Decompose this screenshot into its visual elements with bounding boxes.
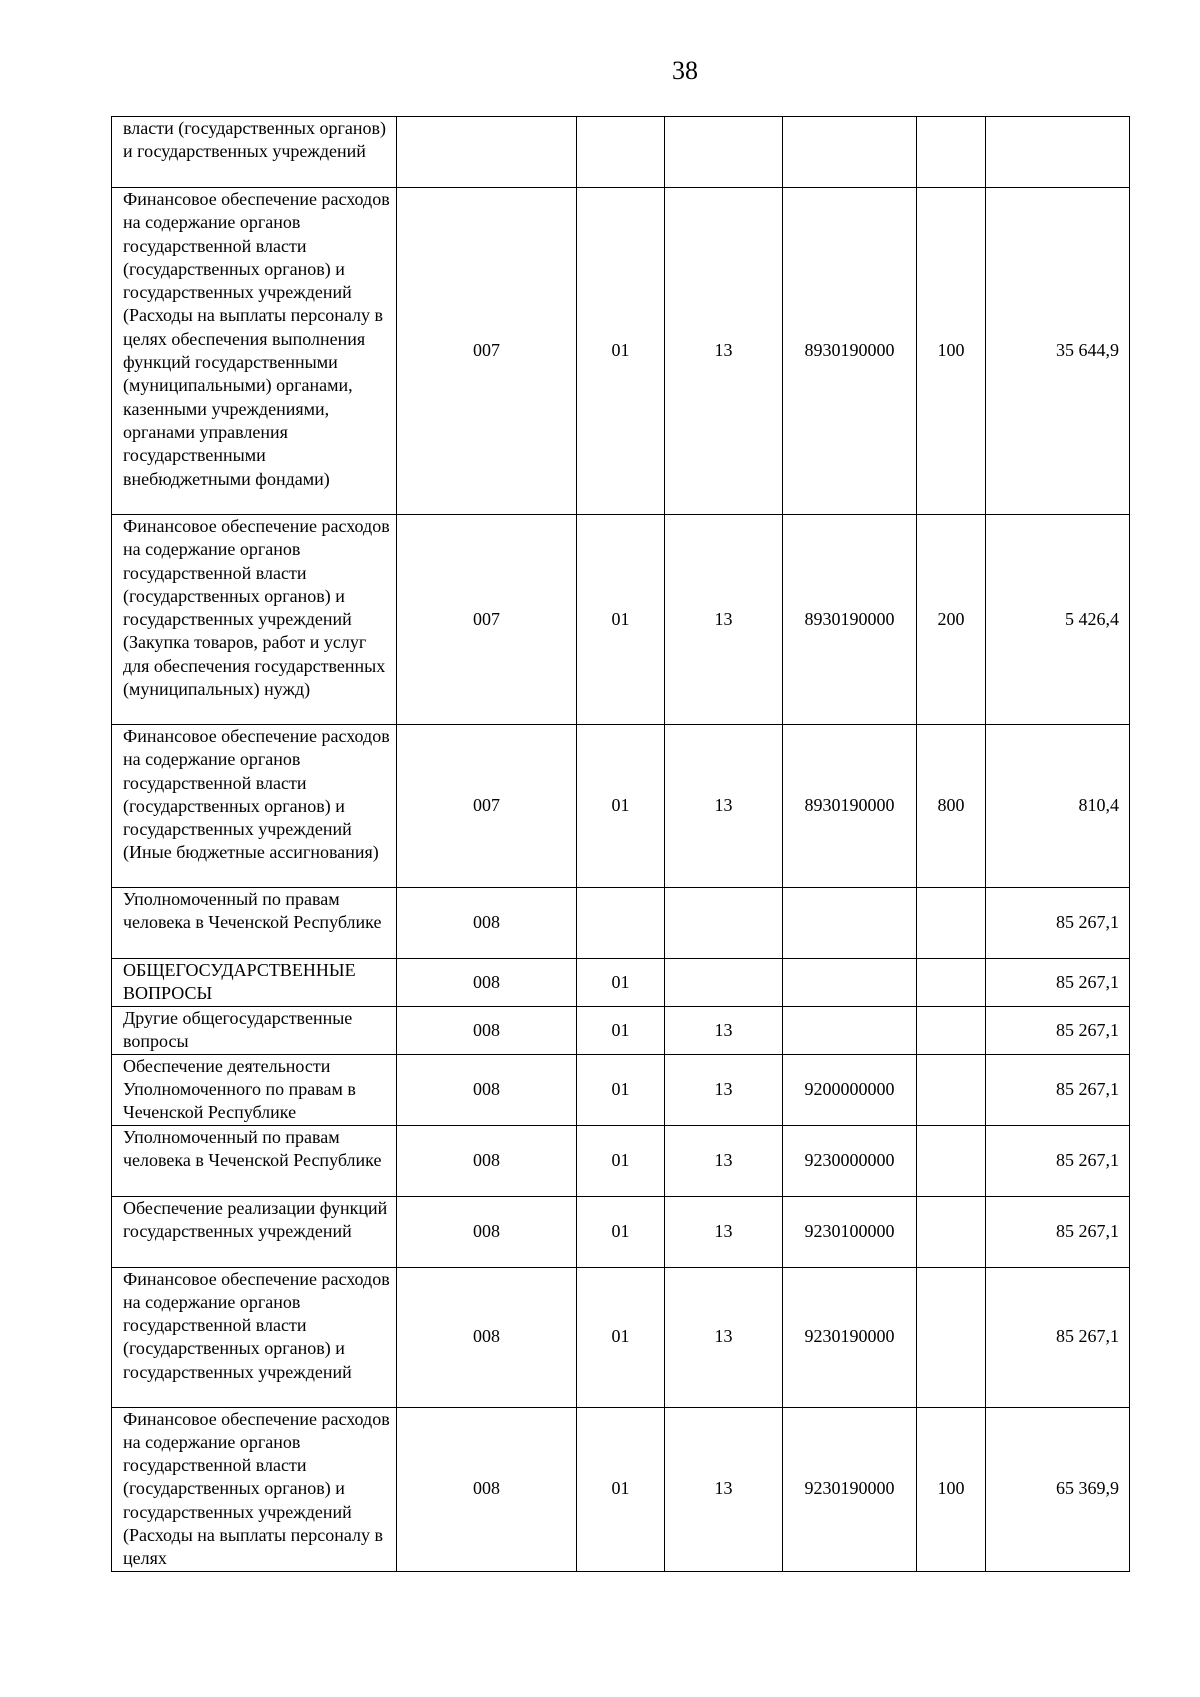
code-expense-type: 100	[917, 188, 986, 515]
amount: 85 267,1	[986, 1125, 1130, 1196]
code-section: 01	[577, 959, 665, 1007]
row-name: Обеспечение реализации функций государственных учреждений	[112, 1196, 397, 1267]
row-name: Другие общегосударственные вопросы	[112, 1007, 397, 1055]
code-subsection	[665, 117, 783, 188]
amount: 85 267,1	[986, 1007, 1130, 1055]
code-ministry: 008	[397, 1196, 577, 1267]
code-subsection: 13	[665, 1125, 783, 1196]
row-name: Финансовое обеспечение расходов на содержание органов государственной власти (государственных органов) и государственных учреждений (Закупка товаров, работ и услуг для обеспечения государственных (муниципальных) нужд)	[112, 515, 397, 725]
amount: 5 426,4	[986, 515, 1130, 725]
table-row	[112, 888, 1130, 959]
amount: 85 267,1	[986, 959, 1130, 1007]
amount: 65 369,9	[986, 1407, 1130, 1571]
code-section: 01	[577, 1125, 665, 1196]
code-subsection: 13	[665, 515, 783, 725]
table-row	[112, 188, 1130, 515]
code-section: 01	[577, 188, 665, 515]
table-row	[112, 959, 1130, 1007]
code-section: 01	[577, 725, 665, 888]
table-row	[112, 1054, 1130, 1125]
code-subsection: 13	[665, 188, 783, 515]
code-subsection: 13	[665, 1407, 783, 1571]
code-subsection	[665, 959, 783, 1007]
amount: 35 644,9	[986, 188, 1130, 515]
code-section: 01	[577, 1407, 665, 1571]
code-section: 01	[577, 1267, 665, 1407]
code-target-article: 9200000000	[783, 1054, 917, 1125]
code-target-article: 9230100000	[783, 1196, 917, 1267]
code-target-article: 9230000000	[783, 1125, 917, 1196]
amount: 85 267,1	[986, 1196, 1130, 1267]
code-section: 01	[577, 1007, 665, 1055]
code-ministry: 008	[397, 959, 577, 1007]
code-ministry	[397, 117, 577, 188]
code-target-article: 8930190000	[783, 188, 917, 515]
code-section	[577, 888, 665, 959]
code-ministry: 008	[397, 888, 577, 959]
page-number: 38	[672, 56, 698, 85]
row-name: Финансовое обеспечение расходов на содержание органов государственной власти (государственных органов) и государственных учреждений (Иные бюджетные ассигнования)	[112, 725, 397, 888]
table-row	[112, 117, 1130, 188]
amount: 85 267,1	[986, 1267, 1130, 1407]
table-row	[112, 1196, 1130, 1267]
table-row	[112, 1407, 1130, 1571]
code-target-article: 8930190000	[783, 725, 917, 888]
code-ministry: 008	[397, 1407, 577, 1571]
table-row	[112, 515, 1130, 725]
row-name: Уполномоченный по правам человека в Чеченской Республике	[112, 888, 397, 959]
table-row	[112, 725, 1130, 888]
row-name: Обеспечение деятельности Уполномоченного по правам в Чеченской Республике	[112, 1054, 397, 1125]
code-section: 01	[577, 515, 665, 725]
table-row	[112, 1007, 1130, 1055]
code-target-article	[783, 959, 917, 1007]
code-target-article	[783, 117, 917, 188]
code-subsection: 13	[665, 725, 783, 888]
code-ministry: 007	[397, 515, 577, 725]
code-target-article: 9230190000	[783, 1267, 917, 1407]
code-ministry: 007	[397, 725, 577, 888]
code-ministry: 008	[397, 1007, 577, 1055]
row-name: Финансовое обеспечение расходов на содержание органов государственной власти (государственных органов) и государственных учреждений (Расходы на выплаты персоналу в целях	[112, 1407, 397, 1571]
row-name: Уполномоченный по правам человека в Чеченской Республике	[112, 1125, 397, 1196]
code-expense-type	[917, 1196, 986, 1267]
amount: 85 267,1	[986, 1054, 1130, 1125]
code-expense-type	[917, 888, 986, 959]
code-expense-type	[917, 959, 986, 1007]
budget-table	[111, 116, 1130, 1572]
amount: 85 267,1	[986, 888, 1130, 959]
code-expense-type: 100	[917, 1407, 986, 1571]
row-name: Финансовое обеспечение расходов на содержание органов государственной власти (государственных органов) и государственных учреждений	[112, 1267, 397, 1407]
row-name: власти (государственных органов) и государственных учреждений	[112, 117, 397, 188]
code-section: 01	[577, 1054, 665, 1125]
code-subsection: 13	[665, 1007, 783, 1055]
table-row	[112, 1125, 1130, 1196]
table-row	[112, 1267, 1130, 1407]
code-expense-type: 800	[917, 725, 986, 888]
code-expense-type	[917, 1054, 986, 1125]
code-subsection: 13	[665, 1267, 783, 1407]
code-expense-type	[917, 1267, 986, 1407]
amount: 810,4	[986, 725, 1130, 888]
code-expense-type	[917, 1125, 986, 1196]
code-ministry: 008	[397, 1125, 577, 1196]
code-target-article: 8930190000	[783, 515, 917, 725]
code-section	[577, 117, 665, 188]
code-expense-type	[917, 1007, 986, 1055]
amount	[986, 117, 1130, 188]
row-name: ОБЩЕГОСУДАРСТВЕННЫЕ ВОПРОСЫ	[112, 959, 397, 1007]
row-name: Финансовое обеспечение расходов на содержание органов государственной власти (государственных органов) и государственных учреждений (Расходы на выплаты персоналу в целях обеспечения выполнения функций государственными (муниципальными) органами, казенными учреждениями, органами управления государственными внебюджетными фондами)	[112, 188, 397, 515]
code-target-article	[783, 888, 917, 959]
code-target-article: 9230190000	[783, 1407, 917, 1571]
code-ministry: 007	[397, 188, 577, 515]
code-section: 01	[577, 1196, 665, 1267]
code-ministry: 008	[397, 1267, 577, 1407]
code-subsection	[665, 888, 783, 959]
code-expense-type: 200	[917, 515, 986, 725]
code-ministry: 008	[397, 1054, 577, 1125]
code-subsection: 13	[665, 1196, 783, 1267]
code-subsection: 13	[665, 1054, 783, 1125]
code-expense-type	[917, 117, 986, 188]
code-target-article	[783, 1007, 917, 1055]
